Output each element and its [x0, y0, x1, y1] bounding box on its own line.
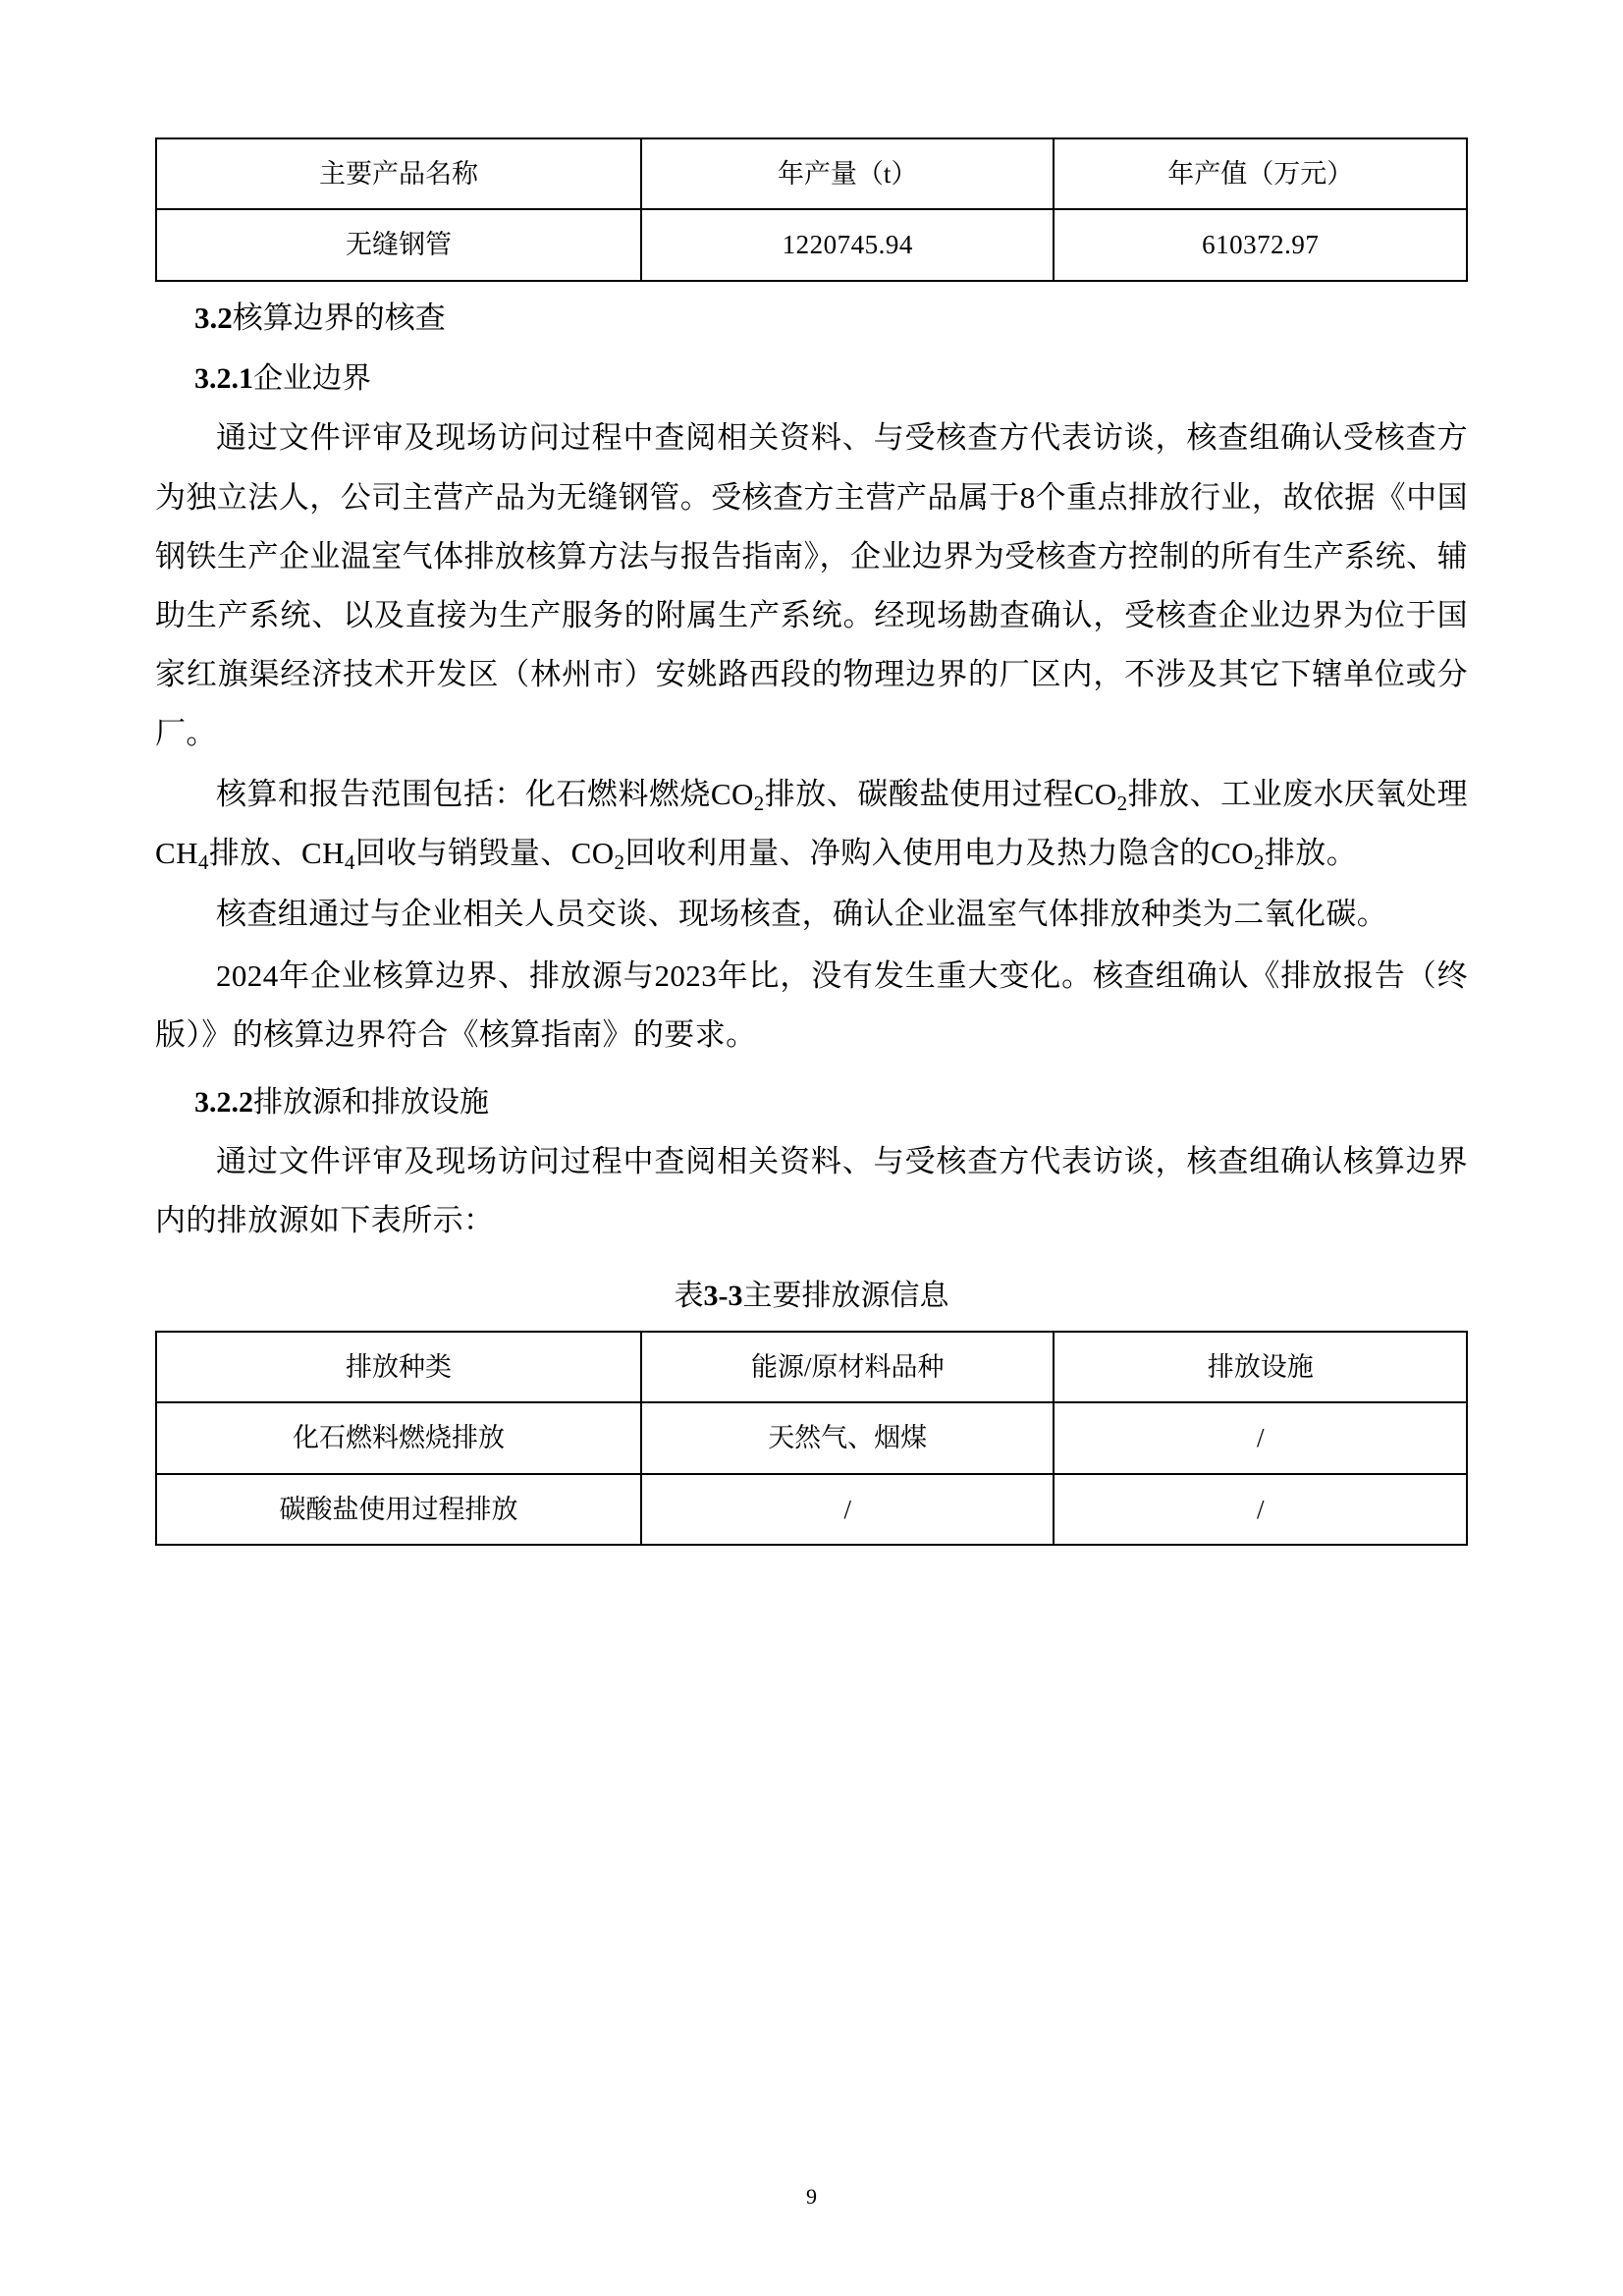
table-cell: 碳酸盐使用过程排放 — [156, 1474, 641, 1545]
table-header-cell: 年产值（万元） — [1054, 138, 1467, 209]
text-fragment: 排放、工业废水厌氧处理CH — [155, 777, 1468, 871]
table-cell: 1220745.94 — [641, 209, 1055, 280]
table-header-cell: 主要产品名称 — [156, 138, 641, 209]
table-cell: / — [1054, 1474, 1467, 1545]
text-fragment: 排放、CH — [208, 836, 345, 871]
table-caption — [155, 1276, 1468, 1317]
page-content — [155, 137, 1468, 1546]
section-heading-3-2-1 — [155, 356, 1468, 401]
paragraph-ghg-type: 核查组通过与企业相关人员交谈、现场核查，确认企业温室气体排放种类为二氧化碳。 — [216, 897, 1388, 932]
table-row — [156, 209, 1467, 280]
table-row — [156, 1474, 1467, 1545]
paragraph-year-comparison: 2024年企业核算边界、排放源与2023年比，没有发生重大变化。核查组确认《排放报告（终版）》的核算边界符合《核算指南》的要求。 — [155, 957, 1468, 1052]
section-title: 核算边界的核查 — [232, 300, 446, 335]
caption-title: 主要排放源信息 — [742, 1280, 949, 1312]
table-header-cell: 排放设施 — [1054, 1332, 1467, 1402]
paragraph-enterprise-boundary: 通过文件评审及现场访问过程中查阅相关资料、与受核查方代表访谈，核查组确认受核查方为独立法人，公司主营产品为无缝钢管。受核查方主营产品属于8个重点排放行业，故依据《中国钢铁生产企业温室气体排放核算方法与报告指南》，企业边界为受核查方控制的所有生产系统、辅助生产系统、以及直接为生产服务的附属生产系统。经现场勘查确认，受核查企业边界为位于国家红旗渠经济技术开发区（林州市）安姚路西段的物理边界的厂区内，不涉及其它下辖单位或分厂。 — [155, 420, 1468, 750]
section-number: 3.2.2 — [194, 1085, 253, 1119]
table-cell: / — [641, 1474, 1055, 1545]
page-number: 9 — [806, 2184, 817, 2209]
subscript: 2 — [614, 850, 625, 875]
text-fragment: 回收利用量、净购入使用电力及热力隐含的CO — [624, 836, 1254, 871]
subscript: 2 — [1116, 792, 1128, 816]
table-header-cell: 排放种类 — [156, 1332, 641, 1402]
table-cell: 天然气、烟煤 — [641, 1402, 1055, 1473]
table-header-cell: 能源/原材料品种 — [641, 1332, 1055, 1402]
subscript: 4 — [344, 850, 355, 875]
section-number: 3.2 — [194, 300, 233, 335]
text-fragment: 排放、碳酸盐使用过程CO — [764, 777, 1117, 812]
table-cell: / — [1054, 1402, 1467, 1473]
section-title: 排放源和排放设施 — [253, 1085, 489, 1119]
table-cell: 化石燃料燃烧排放 — [156, 1402, 641, 1473]
table-header-row — [156, 138, 1467, 209]
text-fragment: 核算和报告范围包括：化石燃料燃烧CO — [216, 777, 754, 812]
text-fragment: 回收与销毁量、CO — [354, 836, 615, 871]
emission-source-table — [155, 1331, 1468, 1546]
subscript: 2 — [753, 792, 765, 816]
table-header-row — [156, 1332, 1467, 1402]
product-table — [155, 137, 1468, 282]
section-heading-3-2-2 — [155, 1080, 1468, 1124]
table-header-cell: 年产量（t） — [641, 138, 1055, 209]
section-title: 企业边界 — [253, 362, 371, 396]
table-cell: 无缝钢管 — [156, 209, 641, 280]
table-cell: 610372.97 — [1054, 209, 1467, 280]
caption-prefix: 表 — [674, 1280, 704, 1312]
text-fragment: 排放。 — [1264, 836, 1358, 871]
section-heading-3-2 — [155, 296, 1468, 342]
paragraph-emission-sources-intro: 通过文件评审及现场访问过程中查阅相关资料、与受核查方代表访谈，核查组确认核算边界内的排放源如下表所示： — [155, 1143, 1468, 1237]
section-number: 3.2.1 — [194, 362, 253, 396]
table-row — [156, 1402, 1467, 1473]
subscript: 2 — [1253, 850, 1265, 875]
subscript: 4 — [197, 850, 209, 875]
caption-number: 3-3 — [703, 1280, 743, 1312]
paragraph-accounting-scope — [155, 765, 1468, 883]
